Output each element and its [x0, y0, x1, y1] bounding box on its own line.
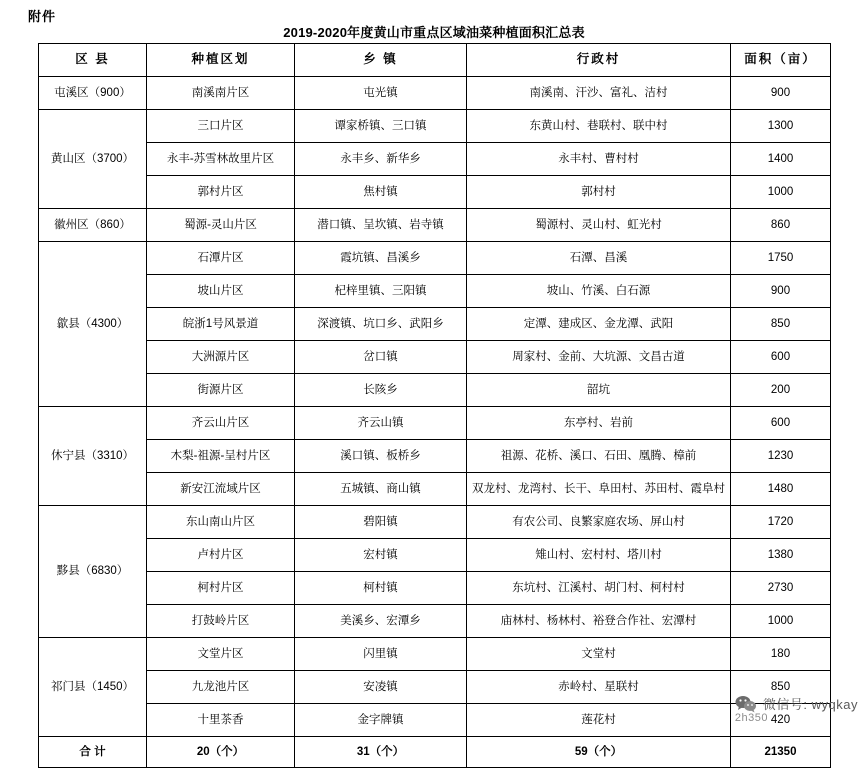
cell-village: 莲花村	[467, 704, 731, 737]
header-zone: 种植区划	[147, 44, 295, 77]
table-row	[39, 374, 831, 407]
cell-zone: 石潭片区	[147, 242, 295, 275]
cell-zone: 十里茶香	[147, 704, 295, 737]
cell-town: 齐云山镇	[295, 407, 467, 440]
cell-area: 1300	[731, 110, 831, 143]
cell-zone: 皖浙1号风景道	[147, 308, 295, 341]
cell-village: 有农公司、良繁家庭农场、屏山村	[467, 506, 731, 539]
cell-area: 900	[731, 77, 831, 110]
cell-town: 谭家桥镇、三口镇	[295, 110, 467, 143]
table-row	[39, 143, 831, 176]
cell-town: 美溪乡、宏潭乡	[295, 605, 467, 638]
table-row	[39, 308, 831, 341]
cell-area: 600	[731, 407, 831, 440]
table-row	[39, 209, 831, 242]
table-row	[39, 110, 831, 143]
table-row	[39, 539, 831, 572]
cell-zone: 三口片区	[147, 110, 295, 143]
header-village: 行政村	[467, 44, 731, 77]
cell-area: 1380	[731, 539, 831, 572]
cell-town: 潜口镇、呈坎镇、岩寺镇	[295, 209, 467, 242]
total-town-count: 31（个）	[295, 737, 467, 768]
cell-area: 1230	[731, 440, 831, 473]
cell-county: 歙县（4300）	[39, 242, 147, 407]
cell-area: 1000	[731, 605, 831, 638]
cell-village: 南溪南、汗沙、富礼、洁村	[467, 77, 731, 110]
cell-area: 1000	[731, 176, 831, 209]
cell-zone: 九龙池片区	[147, 671, 295, 704]
cell-area: 1720	[731, 506, 831, 539]
cell-zone: 打鼓岭片区	[147, 605, 295, 638]
cell-area: 900	[731, 275, 831, 308]
cell-zone: 新安江流域片区	[147, 473, 295, 506]
cell-area: 200	[731, 374, 831, 407]
cell-county: 黟县（6830）	[39, 506, 147, 638]
table-row	[39, 704, 831, 737]
cell-county: 徽州区（860）	[39, 209, 147, 242]
table-row	[39, 77, 831, 110]
table-total-row	[39, 737, 831, 768]
cell-village: 文堂村	[467, 638, 731, 671]
cell-zone: 永丰-苏雪林故里片区	[147, 143, 295, 176]
page-title: 2019-2020年度黄山市重点区域油菜种植面积汇总表	[283, 25, 585, 40]
cell-village: 石潭、昌溪	[467, 242, 731, 275]
cell-town: 金字牌镇	[295, 704, 467, 737]
cell-town: 柯村镇	[295, 572, 467, 605]
table-row	[39, 407, 831, 440]
cell-town: 杞梓里镇、三阳镇	[295, 275, 467, 308]
table-row	[39, 638, 831, 671]
cell-village: 雉山村、宏村村、塔川村	[467, 539, 731, 572]
cell-village: 东亭村、岩前	[467, 407, 731, 440]
cell-town: 溪口镇、板桥乡	[295, 440, 467, 473]
cell-village: 东坑村、江溪村、胡门村、柯村村	[467, 572, 731, 605]
table-row	[39, 572, 831, 605]
table-row	[39, 506, 831, 539]
table-row	[39, 341, 831, 374]
header-area: 面积（亩）	[731, 44, 831, 77]
cell-village: 韶坑	[467, 374, 731, 407]
watermark-text: 微信号: wyqkay	[762, 697, 858, 712]
table-row	[39, 473, 831, 506]
table-header-row	[39, 44, 831, 77]
cell-village: 定潭、建成区、金龙潭、武阳	[467, 308, 731, 341]
cell-town: 霞坑镇、昌溪乡	[295, 242, 467, 275]
cell-county: 祁门县（1450）	[39, 638, 147, 737]
cell-area: 850	[731, 308, 831, 341]
table-row	[39, 176, 831, 209]
cell-zone: 木梨-祖源-呈村片区	[147, 440, 295, 473]
cell-village: 坡山、竹溪、白石源	[467, 275, 731, 308]
cell-town: 永丰乡、新华乡	[295, 143, 467, 176]
total-label: 合 计	[39, 737, 147, 768]
header-county: 区 县	[39, 44, 147, 77]
cell-town: 焦村镇	[295, 176, 467, 209]
cell-town: 闪里镇	[295, 638, 467, 671]
cell-zone: 郭村片区	[147, 176, 295, 209]
cell-area: 1750	[731, 242, 831, 275]
cell-town: 五城镇、商山镇	[295, 473, 467, 506]
cell-zone: 齐云山片区	[147, 407, 295, 440]
cell-zone: 蜀源-灵山片区	[147, 209, 295, 242]
cell-village: 周家村、金前、大坑源、文昌古道	[467, 341, 731, 374]
cell-village: 永丰村、曹村村	[467, 143, 731, 176]
cell-zone: 南溪南片区	[147, 77, 295, 110]
cell-zone: 文堂片区	[147, 638, 295, 671]
watermark	[735, 694, 858, 713]
cell-zone: 街源片区	[147, 374, 295, 407]
attachment-label: 附件	[28, 9, 57, 24]
cell-zone: 卢村片区	[147, 539, 295, 572]
cell-area: 1400	[731, 143, 831, 176]
cell-county: 休宁县（3310）	[39, 407, 147, 506]
total-village-count: 59（个）	[467, 737, 731, 768]
cell-village: 东黄山村、巷联村、联中村	[467, 110, 731, 143]
cell-village: 双龙村、龙湾村、长干、阜田村、苏田村、霞阜村	[467, 473, 731, 506]
cell-county: 屯溪区（900）	[39, 77, 147, 110]
cell-area: 850	[731, 671, 831, 704]
cell-area: 180	[731, 638, 831, 671]
cell-town: 长陔乡	[295, 374, 467, 407]
oilseed-area-summary-table	[38, 43, 831, 768]
table-row	[39, 605, 831, 638]
cell-area: 600	[731, 341, 831, 374]
cell-zone: 坡山片区	[147, 275, 295, 308]
cell-town: 岔口镇	[295, 341, 467, 374]
cell-village: 赤岭村、星联村	[467, 671, 731, 704]
cell-village: 郭村村	[467, 176, 731, 209]
cell-county: 黄山区（3700）	[39, 110, 147, 209]
table-body	[39, 77, 831, 737]
table-row	[39, 242, 831, 275]
cell-village: 庙林村、杨林村、裕登合作社、宏潭村	[467, 605, 731, 638]
cell-zone: 大洲源片区	[147, 341, 295, 374]
table-row	[39, 440, 831, 473]
cell-area: 860	[731, 209, 831, 242]
wechat-icon	[735, 695, 757, 713]
cell-town: 宏村镇	[295, 539, 467, 572]
cell-town: 深渡镇、坑口乡、武阳乡	[295, 308, 467, 341]
total-area: 21350	[731, 737, 831, 768]
cell-area: 2730	[731, 572, 831, 605]
cell-town: 屯光镇	[295, 77, 467, 110]
total-zone-count: 20（个）	[147, 737, 295, 768]
header-town: 乡 镇	[295, 44, 467, 77]
cell-zone: 柯村片区	[147, 572, 295, 605]
cell-town: 碧阳镇	[295, 506, 467, 539]
cell-area: 420	[731, 704, 831, 737]
table-row	[39, 275, 831, 308]
cell-area: 1480	[731, 473, 831, 506]
table-row	[39, 671, 831, 704]
cell-town: 安凌镇	[295, 671, 467, 704]
watermark-id: 2h350	[734, 712, 768, 724]
cell-village: 蜀源村、灵山村、虹光村	[467, 209, 731, 242]
cell-village: 祖源、花桥、溪口、石田、凰腾、樟前	[467, 440, 731, 473]
cell-zone: 东山南山片区	[147, 506, 295, 539]
